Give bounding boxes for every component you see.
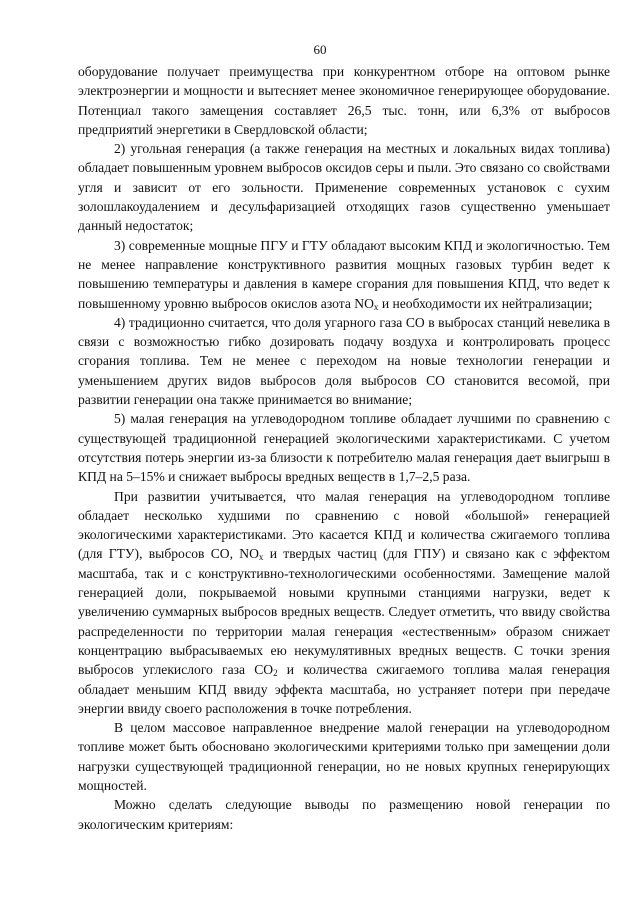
paragraph (78, 409, 610, 486)
paragraph (78, 718, 610, 795)
paragraph (78, 795, 610, 834)
paragraph-text: 4) традиционно считается, что доля угарного газа CO в выбросах станций невелика в связи с возможностью гибко дозировать подачу воздуха и контролировать процесс сгорания топлива. Тем не менее с переходом на новые технологии генерации и уменьшением других видов выбросов доля выбросов CO становится весомой, при развитии генерации она также принимается во внимание; (78, 314, 610, 408)
subscript-text: 2 (273, 668, 278, 679)
subscript-text: x (373, 301, 379, 312)
paragraph (78, 62, 610, 139)
body-text (78, 62, 610, 834)
paragraph (78, 139, 610, 235)
paragraph-text: и необходимости их нейтрализации; (378, 295, 593, 311)
paragraph-text: Можно сделать следующие выводы по размещению новой генерации по экологическим критериям: (78, 797, 610, 832)
paragraph-text: и твердых частиц (для ГПУ) и связано как с эффектом масштаба, так и с конструктивно-технологическими особенностями. Замещение малой генерацией доли, покрываемой новыми крупными станциями нагрузки, ведет к увеличению суммарных выбросов вредных веществ. Следует отметить, что ввиду свойства распределенности по территории малая генерация «естественным» образом снижает концентрацию выбрасываемых ею некумулятивных вредных веществ. С точки зрения выбросов углекислого газа CO (78, 546, 611, 678)
subscript-text: x (258, 552, 264, 563)
paragraph (78, 236, 610, 313)
paragraph-text: При развитии учитывается, что малая генерация на углеводородном топливе обладает несколько худшими по сравнению с новой «большой» генерацией экологическими характеристиками. Это касается КПД и количества сжигаемого топлива (для ГТУ), выбросов CO, NO (78, 488, 610, 562)
paragraph (78, 487, 610, 719)
paragraph-text: 2) угольная генерация (а также генерация на местных и локальных видах топлива) обладает повышенным уровнем выбросов оксидов серы и пыли. Это связано со свойствами угля и зависит от его зольности. Применение современных установок с сухим золошлакоудалением и десульфаризацией отходящих газов существенно уменьшает данный недостаток; (78, 141, 611, 234)
page-number: 60 (313, 42, 327, 57)
paragraph-text: 5) малая генерация на углеводородном топливе обладает лучшими по сравнению с существующей традиционной генерацией экологическими характеристиками. С учетом отсутствия потерь энергии из-за близости к потребителю малая генерация дает выигрыш в КПД на 5–15% и снижает выбросы вредных веществ в 1,7–2,5 раза. (78, 411, 610, 485)
paragraph-text: оборудование получает преимущества при конкурентном отборе на оптовом рынке электроэнергии и мощности и вытесняет менее экономичное генерирующее оборудование. Потенциал такого замещения составляет 26,5 тыс. тонн, или 6,3% от выбросов предприятий энергетики в Свердловской области; (78, 64, 610, 137)
paragraph (78, 313, 610, 409)
paragraph-text: и количества сжигаемого топлива малая генерация обладает меньшим КПД ввиду эффекта масштаба, но устраняет потери при передаче энергии ввиду своего расположения в точке потребления. (78, 662, 610, 716)
paragraph-text: В целом массовое направленное внедрение малой генерации на углеводородном топливе может быть обосновано экологическими критериями только при замещении доли нагрузки существующей традиционной генерации, но не новых крупных генерирующих мощностей. (78, 720, 610, 793)
paragraph-text: 3) современные мощные ПГУ и ГТУ обладают высоким КПД и экологичностью. Тем не менее направление конструктивного развития мощных газовых турбин ведет к повышению температуры и давления в камере сгорания для повышения КПД, что ведет к повышенному уровню выбросов окислов азота NO (78, 237, 610, 311)
